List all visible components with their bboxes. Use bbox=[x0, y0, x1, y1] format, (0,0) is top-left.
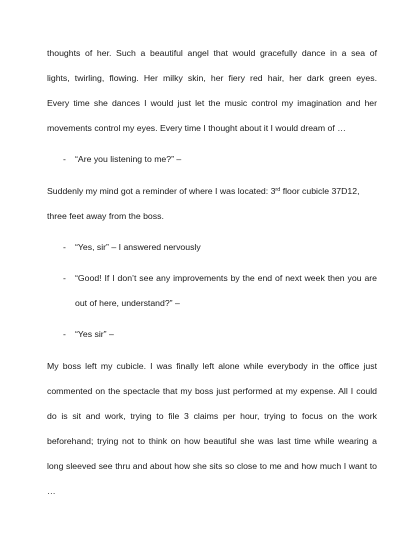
dialogue-text: “Yes, sir” – I answered nervously bbox=[75, 242, 201, 252]
superscript: rd bbox=[275, 187, 281, 193]
dash-bullet: - bbox=[63, 273, 66, 283]
paragraph-line: … bbox=[47, 486, 56, 496]
paragraph-line: Every time she dances I would just let the music control my imagination and her bbox=[47, 98, 377, 108]
paragraph-line: commented on the spectacle that my boss just performed at my expense. All I could bbox=[47, 386, 377, 396]
paragraph-line: movements control my eyes. Every time I thought about it I would dream of … bbox=[47, 123, 346, 133]
dash-bullet: - bbox=[63, 329, 66, 339]
paragraph-line: thoughts of her. Such a beautiful angel that would gracefully dance in a sea of bbox=[47, 48, 377, 58]
paragraph-line: three feet away from the boss. bbox=[47, 211, 164, 221]
dash-bullet: - bbox=[63, 242, 66, 252]
dialogue-text: “Yes sir” – bbox=[75, 329, 114, 339]
dialogue-continuation: out of here, understand?” – bbox=[75, 298, 180, 308]
paragraph-line: My boss left my cubicle. I was finally left alone while everybody in the office just bbox=[47, 361, 377, 371]
dialogue-text: “Good! If I don’t see any improvements by the end of next week then you are bbox=[75, 273, 377, 283]
paragraph-line bbox=[47, 186, 377, 197]
paragraph-line: beforehand; trying not to think on how beautiful she was last time while wearing a bbox=[47, 436, 377, 446]
paragraph-line: long sleeved see thru and about how she sits so close to me and how much I want to bbox=[47, 461, 377, 471]
dialogue-text: “Are you listening to me?” – bbox=[75, 154, 182, 164]
paragraph-line: lights, twirling, flowing. Her milky skin, her fiery red hair, her dark green eyes. bbox=[47, 73, 377, 83]
text-run: Suddenly my mind got a reminder of where I was located: 3 bbox=[47, 186, 276, 196]
dash-bullet: - bbox=[63, 154, 66, 164]
paragraph-line: do is sit and work, trying to file 3 claims per hour, trying to focus on the work bbox=[47, 411, 377, 421]
text-run: floor cubicle 37D12, bbox=[280, 186, 360, 196]
